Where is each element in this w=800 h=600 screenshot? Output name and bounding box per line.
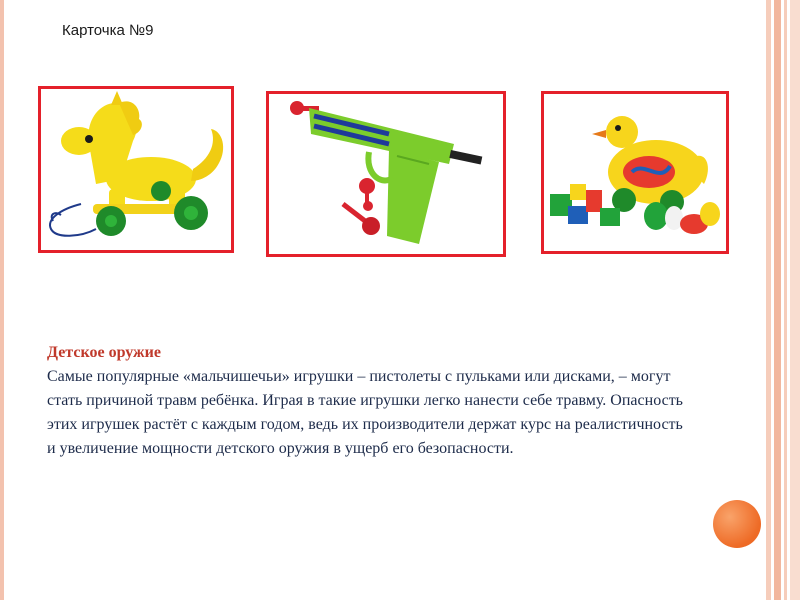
toy-horse-image: [38, 86, 234, 253]
toy-pistol-illustration: [269, 94, 503, 254]
stripe: [774, 0, 781, 600]
stripe: [784, 0, 787, 600]
stripe: [790, 0, 800, 600]
decorative-side-stripes: [766, 0, 800, 600]
toy-pistol-image: [266, 91, 506, 257]
stripe: [766, 0, 771, 600]
card-title: Карточка №9: [62, 22, 154, 39]
section-body-text: Самые популярные «мальчишечьи» игрушки – пистолеты с пульками или дисками, – могут стать причиной травм ребёнка. Играя в такие игрушки легко нанести себе травму. Опасность этих игрушек растёт с каждым годом, ведь их производители держат курс на реалистичность и увеличение мощности детского оружия в ущерб его безопасности.: [47, 368, 683, 457]
decorative-orange-circle: [713, 500, 761, 548]
description-block: [47, 341, 687, 461]
section-heading: Детское оружие: [47, 344, 161, 361]
left-border-stripe: [0, 0, 4, 600]
toy-horse-illustration: [41, 89, 231, 250]
toy-duck-illustration: [544, 94, 726, 251]
toy-duck-image: [541, 91, 729, 254]
